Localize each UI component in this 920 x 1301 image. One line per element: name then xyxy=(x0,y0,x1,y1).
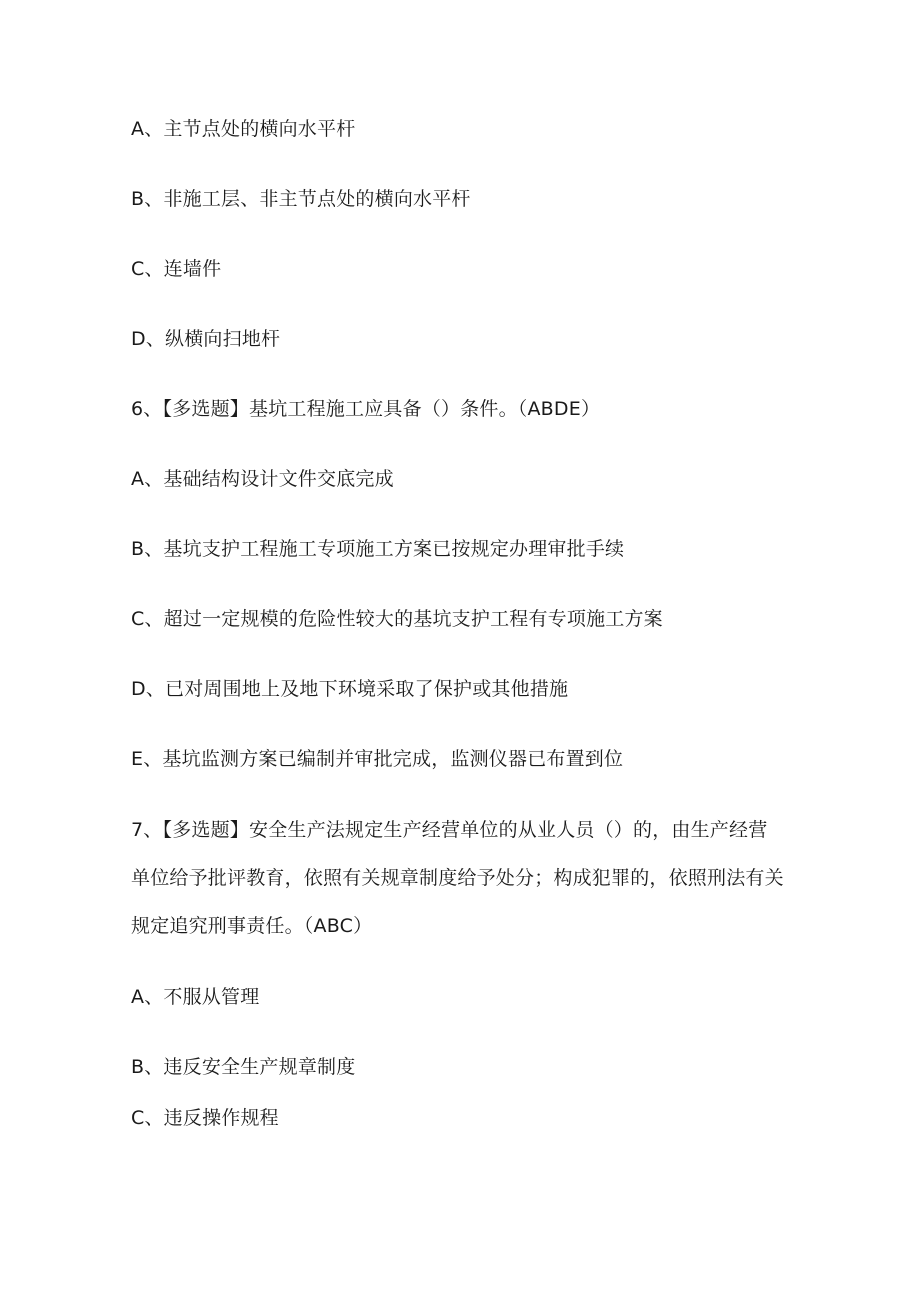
q6-option-c: C、超过一定规模的危险性较大的基坑支护工程有专项施工方案 xyxy=(131,608,663,630)
q6-option-b: B、基坑支护工程施工专项施工方案已按规定办理审批手续 xyxy=(131,538,625,560)
q7-stem-line-1: 7、【多选题】安全生产法规定生产经营单位的从业人员（）的，由生产经营 xyxy=(131,819,768,841)
q7-stem-line-3: 规定追究刑事责任。（ABC） xyxy=(131,915,373,937)
q5-option-a: A、主节点处的横向水平杆 xyxy=(131,118,356,140)
q6-option-a: A、基础结构设计文件交底完成 xyxy=(131,468,394,490)
q5-option-d: D、纵横向扫地杆 xyxy=(131,328,281,350)
q5-option-c: C、连墙件 xyxy=(131,258,222,280)
q5-option-b: B、非施工层、非主节点处的横向水平杆 xyxy=(131,188,471,210)
q7-stem-line-2: 单位给予批评教育，依照有关规章制度给予处分；构成犯罪的，依照刑法有关 xyxy=(131,867,784,889)
q6-option-e: E、基坑监测方案已编制并审批完成，监测仪器已布置到位 xyxy=(131,748,624,770)
q6-stem: 6、【多选题】基坑工程施工应具备（）条件。（ABDE） xyxy=(131,398,601,420)
q7-stem xyxy=(131,806,796,950)
q7-option-a: A、不服从管理 xyxy=(131,986,260,1008)
q6-option-d: D、已对周围地上及地下环境采取了保护或其他措施 xyxy=(131,678,569,700)
q7-option-b: B、违反安全生产规章制度 xyxy=(131,1056,356,1078)
q7-option-c: C、违反操作规程 xyxy=(131,1107,279,1129)
